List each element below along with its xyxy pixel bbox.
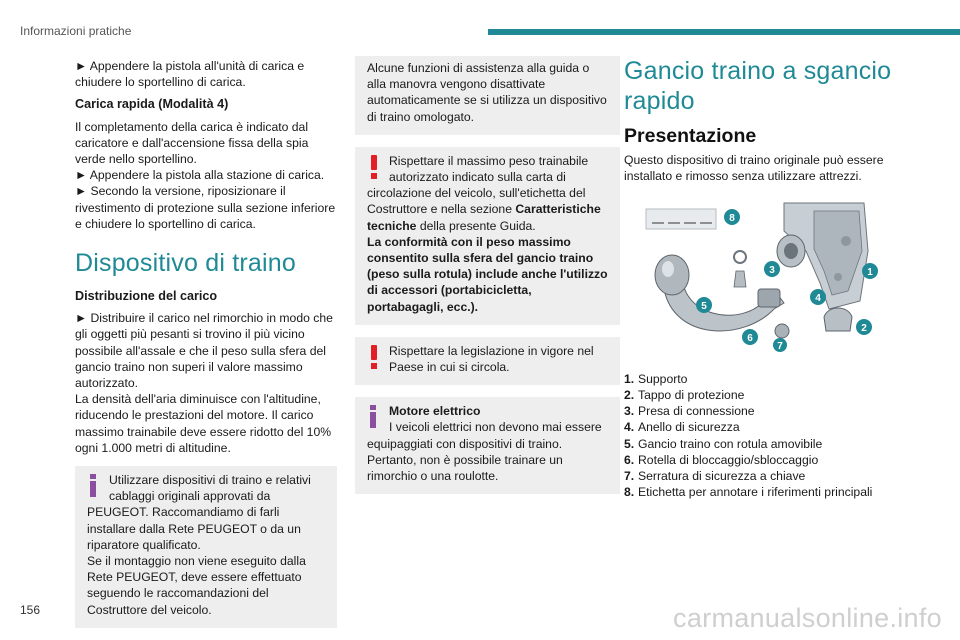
legend-number: 2. <box>624 388 635 403</box>
legend-text: Gancio traino con rotula amovibile <box>638 436 823 451</box>
column-3 <box>624 56 900 500</box>
section-heading-presentation: Presentazione <box>624 125 757 147</box>
legend-number: 3. <box>624 404 635 419</box>
svg-text:4: 4 <box>815 292 821 304</box>
chapter-heading-towing: Dispositivo di traino <box>75 249 296 278</box>
warning-text: Rispettare il massimo peso trainabile autorizzato indicato sulla carta di circolazione del veicolo, sull'etichetta del Costruttore e nella sezione Caratteristiche tecniche della presente Guida. <box>367 153 601 233</box>
legend-text: Tappo di protezione <box>638 388 745 403</box>
page-number: 156 <box>20 603 41 617</box>
text-paragraph: La densità dell'aria diminuisce con l'altitudine, riducendo le prestazioni del motore. Il carico massimo trainabile deve essere ridotto del 10% ogni 1.000 metri di altitudine. <box>75 392 332 455</box>
legend-text: Rotella di bloccaggio/sbloccaggio <box>638 452 819 467</box>
legend-item <box>624 387 900 403</box>
legend-number: 4. <box>624 420 635 435</box>
info-text: Se il montaggio non viene eseguito dalla Rete PEUGEOT, deve essere effettuato seguendo le raccomandazioni del Costruttore del veicolo. <box>87 554 306 617</box>
note-text: Alcune funzioni di assistenza alla guida o alla manovra vengono disattivate automaticamente se si utilizza un dispositivo di traino omologato. <box>367 61 607 124</box>
info-icon <box>87 472 105 502</box>
callout-3 <box>764 261 780 277</box>
info-title: Motore elettrico <box>389 404 481 419</box>
header-title: Informazioni pratiche <box>20 24 132 38</box>
legend-number: 6. <box>624 452 635 467</box>
text-paragraph: Il completamento della carica è indicato dal caricatore e dall'accensione fissa della spia verde nello sportellino. <box>75 119 309 167</box>
header-accent-bar <box>488 29 960 35</box>
svg-text:8: 8 <box>729 212 735 224</box>
info-text: I veicoli elettrici non devono mai essere equipaggiati con dispositivi di traino. Pertanto, non è possibile trainare un rimorchio o una roulotte. <box>367 420 602 484</box>
legend-number: 1. <box>624 371 635 386</box>
note-box <box>355 56 620 135</box>
svg-text:5: 5 <box>701 300 707 312</box>
legend-text: Presa di connessione <box>638 404 755 419</box>
callout-4 <box>810 289 826 305</box>
text-paragraph: ► Secondo la versione, riposizionare il rivestimento di protezione sulla sezione inferiore e chiudere lo sportellino di carica. <box>75 184 336 231</box>
tow-hook-illustration <box>624 191 880 353</box>
callout-8 <box>724 209 740 225</box>
callout-6 <box>742 329 758 345</box>
legend-number: 8. <box>624 485 635 500</box>
info-box-electric <box>355 397 620 494</box>
legend-list <box>624 371 900 501</box>
info-text: Utilizzare dispositivi di traino e relativi cablaggi originali approvati da PEUGEOT. Raccomandiamo di farli installare dalla Rete PEUGEOT o da un riparatore qualificato. <box>87 473 311 552</box>
column-1 <box>75 58 337 640</box>
svg-text:3: 3 <box>769 264 775 276</box>
subheading-fast-charge: Carica rapida (Modalità 4) <box>75 97 229 112</box>
legend-item <box>624 436 900 452</box>
info-icon <box>367 403 385 433</box>
legend-item <box>624 403 900 419</box>
text-paragraph: ► Appendere la pistola alla stazione di carica. <box>75 168 325 183</box>
warning-box <box>355 147 620 325</box>
info-box <box>75 466 337 628</box>
watermark: carmanualsonline.info <box>673 603 942 633</box>
svg-text:7: 7 <box>777 340 783 352</box>
legend-text: Supporto <box>638 371 688 386</box>
warning-text: Rispettare la legislazione in vigore nel Paese in cui si circola. <box>389 343 594 375</box>
legend-item <box>624 468 900 484</box>
callout-1 <box>862 263 878 279</box>
legend-item <box>624 419 900 435</box>
warning-box-legislation <box>355 337 620 385</box>
legend-text: Serratura di sicurezza a chiave <box>638 469 806 484</box>
legend-number: 5. <box>624 436 635 451</box>
legend-item <box>624 452 900 468</box>
subheading-load-distribution: Distribuzione del carico <box>75 289 218 304</box>
svg-text:1: 1 <box>867 266 873 278</box>
warning-icon <box>367 343 385 373</box>
legend-number: 7. <box>624 469 635 484</box>
legend-text: Anello di sicurezza <box>638 420 740 435</box>
warning-icon <box>367 153 385 183</box>
text-paragraph: ► Distribuire il carico nel rimorchio in modo che gli oggetti più pesanti si trovino il più vicino possibile all'assale e che il peso sulla sfera del gancio traino non superi il valore massimo autorizzato. <box>75 311 333 391</box>
svg-text:2: 2 <box>861 322 867 334</box>
text-paragraph: Questo dispositivo di traino originale può essere installato e rimosso senza utilizzare attrezzi. <box>624 153 884 184</box>
legend-item <box>624 484 900 500</box>
callout-2 <box>856 319 872 335</box>
chapter-heading-quick-release: Gancio traino a sgancio rapido <box>624 57 892 115</box>
text-paragraph: ► Appendere la pistola all'unità di carica e chiudere lo sportellino di carica. <box>75 59 305 90</box>
svg-text:6: 6 <box>747 332 753 344</box>
warning-bold-text: La conformità con il peso massimo consentito sulla sfera del gancio traino (peso sulla rotula) include anche l'utilizzo di accessori (portabicicletta, portabagagli, ecc.). <box>367 234 608 314</box>
label-plate-shape <box>646 209 716 229</box>
column-2 <box>355 56 620 506</box>
callout-5 <box>696 297 712 313</box>
callout-7 <box>773 338 787 352</box>
legend-item <box>624 371 900 387</box>
legend-text: Etichetta per annotare i riferimenti principali <box>638 485 873 500</box>
